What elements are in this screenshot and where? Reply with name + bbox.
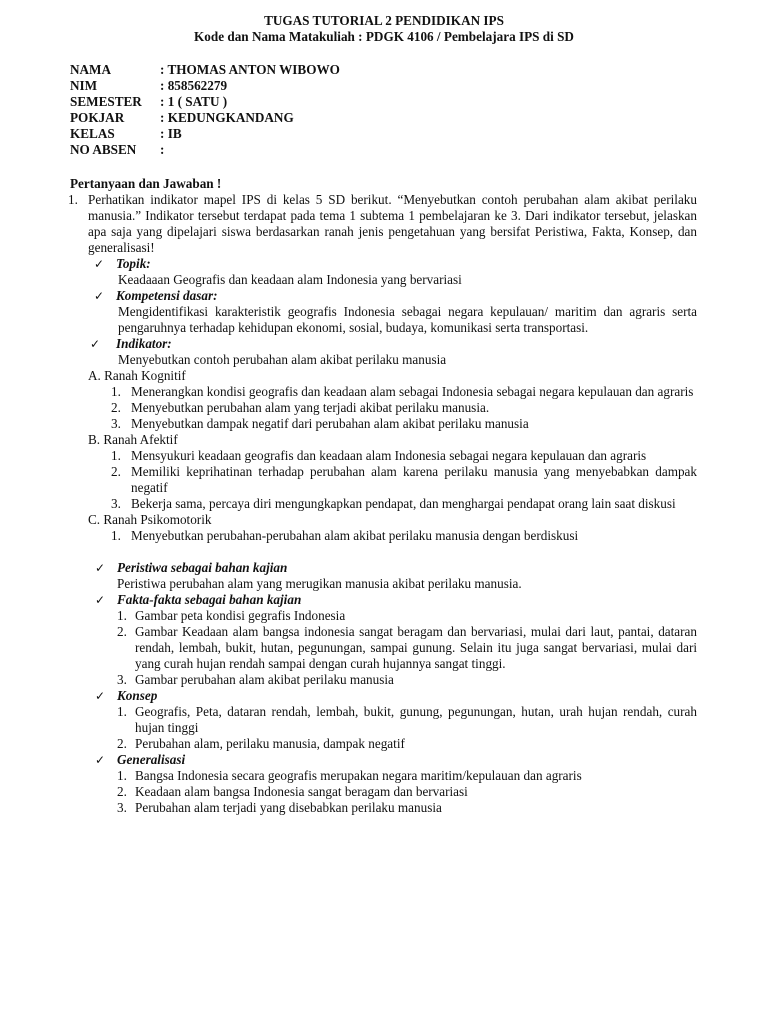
identity-row bbox=[70, 126, 340, 142]
list-text: Memiliki keprihatinan terhadap perubahan alam karena perilaku manusia yang menyebabkan dampak negatif bbox=[131, 464, 697, 495]
list-number: 2. bbox=[117, 784, 127, 799]
checkmark-icon: ✓ bbox=[95, 561, 106, 575]
list-number: 1. bbox=[117, 768, 127, 783]
list-item bbox=[0, 400, 697, 416]
checkmark-icon: ✓ bbox=[95, 689, 106, 703]
generalisasi-heading bbox=[0, 752, 768, 768]
generalisasi-label: Generalisasi bbox=[117, 752, 186, 767]
document-title: TUGAS TUTORIAL 2 PENDIDIKAN IPS bbox=[264, 13, 504, 28]
identity-value: : 1 ( SATU ) bbox=[160, 94, 228, 109]
document-subtitle: Kode dan Nama Matakuliah : PDGK 4106 / Pembelajara IPS di SD bbox=[194, 29, 574, 44]
list-text: Perubahan alam terjadi yang disebabkan perilaku manusia bbox=[135, 800, 442, 815]
indikator-text: Menyebutkan contoh perubahan alam akibat perilaku manusia bbox=[118, 352, 447, 367]
fakta-heading bbox=[0, 592, 768, 608]
list-text: Menyebutkan perubahan alam yang terjadi akibat perilaku manusia. bbox=[131, 400, 490, 415]
list-item bbox=[0, 736, 697, 752]
list-item bbox=[0, 784, 697, 800]
identity-value: : KEDUNGKANDANG bbox=[160, 110, 294, 125]
peristiwa-heading bbox=[0, 560, 768, 576]
identity-row bbox=[70, 62, 340, 78]
ranah-kognitif-title: A. Ranah Kognitif bbox=[88, 368, 186, 383]
peristiwa-label: Peristiwa sebagai bahan kajian bbox=[117, 560, 288, 575]
list-text: Perubahan alam, perilaku manusia, dampak negatif bbox=[135, 736, 405, 751]
section-heading: Pertanyaan dan Jawaban ! bbox=[70, 176, 222, 191]
peristiwa-text: Peristiwa perubahan alam yang merugikan manusia akibat perilaku manusia. bbox=[117, 576, 522, 591]
student-identity bbox=[70, 62, 340, 158]
list-item bbox=[0, 800, 697, 816]
list-item bbox=[0, 704, 697, 736]
identity-label: KELAS bbox=[70, 126, 115, 141]
list-item bbox=[0, 672, 697, 688]
list-item bbox=[0, 608, 697, 624]
list-text: Menyebutkan perubahan-perubahan alam akibat perilaku manusia dengan berdiskusi bbox=[131, 528, 579, 543]
list-item bbox=[0, 416, 697, 432]
ranah-afektif-title: B. Ranah Afektif bbox=[88, 432, 178, 447]
identity-value: : bbox=[160, 142, 165, 157]
list-item bbox=[0, 496, 697, 512]
topik-heading bbox=[0, 256, 768, 272]
checkmark-icon: ✓ bbox=[95, 593, 106, 607]
list-number: 1. bbox=[111, 448, 121, 463]
answer-content bbox=[0, 192, 768, 816]
list-text: Keadaan alam bangsa Indonesia sangat beragam dan bervariasi bbox=[135, 784, 468, 799]
list-number: 2. bbox=[117, 736, 127, 751]
identity-value: : IB bbox=[160, 126, 182, 141]
list-item bbox=[0, 624, 697, 672]
list-text: Bangsa Indonesia secara geografis merupakan negara maritim/kepulauan dan agraris bbox=[135, 768, 582, 783]
identity-row bbox=[70, 94, 340, 110]
list-number: 3. bbox=[117, 672, 127, 687]
identity-label: NIM bbox=[70, 78, 98, 93]
list-text: Geografis, Peta, dataran rendah, lembah, bukit, gunung, pegunungan, hutan, urah hujan rendah, curah hujan tinggi bbox=[135, 704, 697, 735]
konsep-heading bbox=[0, 688, 768, 704]
list-number: 2. bbox=[117, 624, 127, 639]
list-text: Bekerja sama, percaya diri mengungkapkan pendapat, dan menghargai pendapat orang lain saat diskusi bbox=[131, 496, 676, 511]
list-number: 3. bbox=[111, 416, 121, 431]
ranah-psikomotorik-title: C. Ranah Psikomotorik bbox=[88, 512, 212, 527]
identity-value: : THOMAS ANTON WIBOWO bbox=[160, 62, 340, 77]
checkmark-icon: ✓ bbox=[95, 753, 106, 767]
list-text: Menerangkan kondisi geografis dan keadaan alam sebagai Indonesia sebagai negara kepulauan dan agraris bbox=[131, 384, 694, 399]
list-number: 1. bbox=[117, 608, 127, 623]
identity-value: : 858562279 bbox=[160, 78, 228, 93]
list-text: Mensyukuri keadaan geografis dan keadaan alam Indonesia sebagai negara kepulauan dan agraris bbox=[131, 448, 647, 463]
identity-row bbox=[70, 78, 340, 94]
kompetensi-text: Mengidentifikasi karakteristik geografis Indonesia sebagai negara kepulauan/ maritim dan agraris serta pengaruhnya terhadap kehidupan ekonomi, sosial, budaya, komunikasi serta transportasi. bbox=[118, 304, 697, 335]
list-item bbox=[0, 464, 697, 496]
list-number: 2. bbox=[111, 464, 121, 479]
list-text: Gambar peta kondisi gegrafis Indonesia bbox=[135, 608, 346, 623]
list-number: 3. bbox=[117, 800, 127, 815]
list-item bbox=[0, 768, 697, 784]
checkmark-icon: ✓ bbox=[94, 257, 105, 271]
list-number: 3. bbox=[111, 496, 121, 511]
topik-text: Keadaaan Geografis dan keadaan alam Indonesia yang bervariasi bbox=[118, 272, 462, 287]
list-item bbox=[0, 528, 697, 544]
kompetensi-label: Kompetensi dasar: bbox=[116, 288, 218, 303]
identity-label: POKJAR bbox=[70, 110, 125, 125]
identity-label: NO ABSEN bbox=[70, 142, 137, 157]
identity-row bbox=[70, 110, 340, 126]
question-text: Perhatikan indikator mapel IPS di kelas 5 SD berikut. “Menyebutkan contoh perubahan alam akibat perilaku manusia.” Indikator tersebut terdapat pada tema 1 subtema 1 pembelajaran ke 3. Dari indikator tersebut, jelaskan apa saja yang dipelajari siswa berdasarkan ranah jenis pengetahuan yang bersifat Peristiwa, Fakta, Konsep, dan generalisasi! bbox=[88, 192, 697, 255]
indikator-heading bbox=[0, 336, 768, 352]
list-number: 1. bbox=[117, 704, 127, 719]
kompetensi-heading bbox=[0, 288, 768, 304]
list-number: 1. bbox=[111, 528, 121, 543]
question-number: 1. bbox=[68, 192, 78, 207]
list-item bbox=[0, 384, 697, 400]
checkmark-icon: ✓ bbox=[90, 337, 101, 351]
list-text: Gambar perubahan alam akibat perilaku manusia bbox=[135, 672, 394, 687]
identity-row bbox=[70, 142, 340, 158]
identity-label: SEMESTER bbox=[70, 94, 142, 109]
konsep-label: Konsep bbox=[117, 688, 158, 703]
list-text: Menyebutkan dampak negatif dari perubahan alam akibat perilaku manusia bbox=[131, 416, 529, 431]
list-text: Gambar Keadaan alam bangsa indonesia sangat beragam dan bervariasi, mulai dari laut, pantai, dataran rendah, lembah, bukit, hutan, pegunungan, sampai gunung. Selain itu juga sangat bervariasi, mulai dari yang curah hujan rendah sampai dengan curah hujannya sangat tinggi. bbox=[135, 624, 697, 671]
checkmark-icon: ✓ bbox=[94, 289, 105, 303]
list-number: 1. bbox=[111, 384, 121, 399]
list-item bbox=[0, 448, 697, 464]
list-number: 2. bbox=[111, 400, 121, 415]
fakta-label: Fakta-fakta sebagai bahan kajian bbox=[117, 592, 302, 607]
question-block bbox=[0, 192, 697, 256]
identity-label: NAMA bbox=[70, 62, 112, 77]
topik-label: Topik: bbox=[116, 256, 151, 271]
indikator-label: Indikator: bbox=[116, 336, 172, 351]
